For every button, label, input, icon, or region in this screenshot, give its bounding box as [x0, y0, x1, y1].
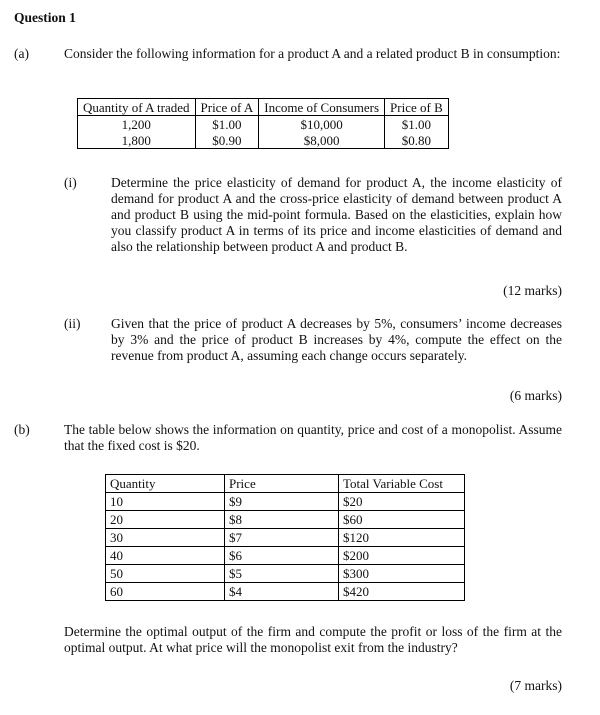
sub-ii-label: (ii) — [64, 316, 81, 331]
table-row — [106, 547, 465, 565]
header-quantity: Quantity — [106, 475, 225, 493]
header-price-b: Price of B — [385, 99, 449, 116]
table-cell: $9 — [225, 493, 339, 511]
header-price: Price — [225, 475, 339, 493]
table-cell: $8,000 — [259, 132, 385, 149]
table-row — [106, 511, 465, 529]
table-cell: $300 — [339, 565, 465, 583]
table-cell: 50 — [106, 565, 225, 583]
part-b-label: (b) — [14, 422, 30, 437]
table-row — [78, 132, 449, 149]
question-title: Question 1 — [14, 10, 76, 25]
part-a-intro: Consider the following information for a product A and a related product B in consumption: — [64, 46, 561, 61]
table-row — [106, 529, 465, 547]
table-cell: $4 — [225, 583, 339, 601]
header-price-a: Price of A — [195, 99, 259, 116]
product-table-header-row — [78, 99, 449, 116]
table-cell: 10 — [106, 493, 225, 511]
table-cell: $420 — [339, 583, 465, 601]
part-b-question: Determine the optimal output of the firm and compute the profit or loss of the firm at the optimal output. At what price will the monopolist exit from the industry? — [64, 624, 562, 655]
product-info-table — [77, 98, 449, 149]
table-cell: $200 — [339, 547, 465, 565]
header-quantity-a: Quantity of A traded — [78, 99, 196, 116]
table-cell: 30 — [106, 529, 225, 547]
part-b-marks: (7 marks) — [509, 678, 562, 693]
part-b-intro: The table below shows the information on quantity, price and cost of a monopolist. Assume that the fixed cost is $20. — [64, 422, 562, 453]
sub-i-text: Determine the price elasticity of demand for product A, the income elasticity of demand for product A and the cross-price elasticity of demand between product A and product B using the mid-point formula. Based on the elasticities, explain how you classify product A in terms of its price and income elasticities of demand and also the relationship between product A and product B. — [111, 175, 562, 254]
sub-ii-text: Given that the price of product A decreases by 5%, consumers’ income decreases by 3% and the price of product B increases by 4%, compute the effect on the revenue from product A, assuming each change occurs separately. — [111, 316, 562, 363]
table-cell: $8 — [225, 511, 339, 529]
sub-i-label: (i) — [64, 175, 77, 190]
table-cell: $0.80 — [385, 132, 449, 149]
table-cell: $10,000 — [259, 116, 385, 133]
header-total-variable-cost: Total Variable Cost — [339, 475, 465, 493]
table-cell: 40 — [106, 547, 225, 565]
table-row — [106, 493, 465, 511]
part-a-label: (a) — [14, 46, 29, 61]
table-cell: $0.90 — [195, 132, 259, 149]
table-cell: 1,200 — [78, 116, 196, 133]
table-cell: $5 — [225, 565, 339, 583]
table-cell: $6 — [225, 547, 339, 565]
table-cell: $1.00 — [385, 116, 449, 133]
table-cell: $7 — [225, 529, 339, 547]
monopolist-table — [105, 474, 465, 601]
table-cell: 1,800 — [78, 132, 196, 149]
sub-i-marks: (12 marks) — [503, 283, 562, 298]
table-row — [106, 565, 465, 583]
table-row — [78, 116, 449, 133]
table-cell: $120 — [339, 529, 465, 547]
monopolist-table-header-row — [106, 475, 465, 493]
table-cell: $1.00 — [195, 116, 259, 133]
table-cell: $20 — [339, 493, 465, 511]
table-cell: 60 — [106, 583, 225, 601]
table-cell: 20 — [106, 511, 225, 529]
table-cell: $60 — [339, 511, 465, 529]
table-row — [106, 583, 465, 601]
header-income: Income of Consumers — [259, 99, 385, 116]
sub-ii-marks: (6 marks) — [509, 388, 562, 403]
